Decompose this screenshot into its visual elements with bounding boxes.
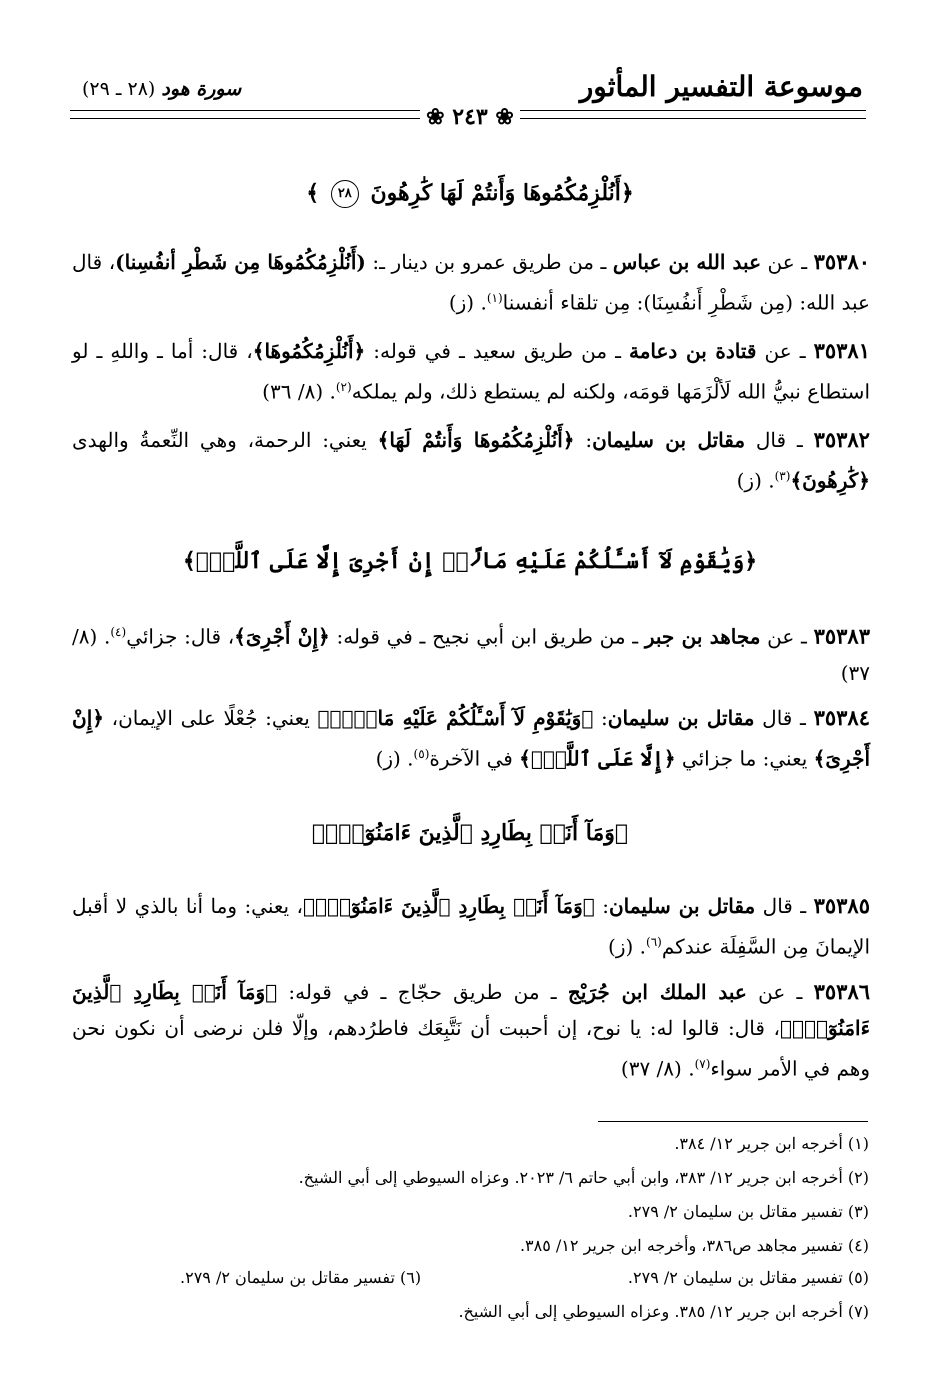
ayah-number-marker: ٢٨ [331,180,359,208]
verse-heading: ﴿وَمَآ أَنَا۠ بِطَارِدِ ٱلَّذِينَ ءَامَنُوٓاْۚ﴾ [311,820,629,846]
narrator-name: مقاتل بن سليمان [607,706,755,730]
footnote-ref: (٤) [110,625,127,639]
quran-quote: ﴿وَيَٰقَوْمِ لَآ أَسْـَٔلُكُمْ عَلَيْهِ مَالًاۖ﴾ [317,706,594,730]
footnote-separator [598,1121,868,1122]
footnote-ref: (٧) [694,1057,711,1071]
footnote-ref: (٢) [335,380,352,394]
verse-heading: ﴿أَنُلْزِمُكُمُوهَا وَأَنتُمْ لَهَا كَٰرِهُونَ ٢٨ ﴾ [306,180,634,206]
narration-entry: ٣٥٣٨٦ ـ عن عبد الملك ابن جُرَيْج ـ من طريق حجّاج ـ في قوله: ﴿وَمَآ أَنَا۠ بِطَارِدِ ٱلَّذِينَ ءَامَنُوٓاْۚ﴾، قال: قالوا له: يا نوح، إن أحببت أن نَتَّبِعَك فاطرُدهم، وإلّا فلن نرضى أن نكون نحن وهم في الأمر سواء$^{(٧)}$. (٨/ ٣٧) [72,979,871,1081]
narrator-name: مقاتل بن سليمان [608,894,756,918]
footnote: (٥) تفسير مقاتل بن سليمان ٢/ ٢٧٩. [627,1268,869,1287]
narrator-name: مجاهد بن جبر [644,624,761,649]
quran-quote: ﴿كَٰرِهُونَ﴾ [790,468,870,493]
footnote-ref: (٥) [413,747,430,761]
footnote-ref: (١) [486,291,503,305]
entry-number: ٣٥٣٨٣ [813,623,870,649]
narration-entry: ٣٥٣٨٢ ـ قال مقاتل بن سليمان: ﴿أَنُلْزِمُكُمُوهَا وَأَنتُمْ لَهَا﴾ يعني: الرحمة، وهي النِّعمةُ والهدى ﴿كَٰرِهُونَ﴾$^{(٣)}$. (ز) [72,427,870,493]
footnote: (٣) تفسير مقاتل بن سليمان ٢/ ٢٧٩. [627,1202,869,1221]
narration-entry: ٣٥٣٨٣ ـ عن مجاهد بن جبر ـ من طريق ابن أبي نجيح ـ في قوله: ﴿إِنْ أَجْرِىَ﴾، قال: جزائي$^{(٤)}$. (٨/ ٣٧) [72,623,870,685]
quran-quote: ﴿إِلَّا عَلَى ٱللَّهِۚ﴾ [519,746,676,771]
quran-quote: ﴿إِنْ أَجْرِىَ﴾ [234,624,330,649]
quran-quote: ﴿وَمَآ أَنَا۠ بِطَارِدِ ٱلَّذِينَ ءَامَنُوٓاْۚ﴾ [72,980,870,1040]
quran-quote: ﴿أَنُلْزِمُكُمُوهَا﴾ [252,339,366,363]
entry-number: ٣٥٣٨٤ [813,705,870,730]
entry-number: ٣٥٣٨٦ [813,979,871,1004]
quran-quote: (أَنُلْزِمُكُمُوهَا مِن شَطْرِ أنفُسِنا) [115,250,366,274]
narrator-name: قتادة بن دعامة [628,339,757,363]
narrator-name: عبد الملك ابن جُرَيْج [567,980,747,1004]
entry-number: ٣٥٣٨٥ [813,893,870,918]
verse-range: (٢٨ ـ ٢٩) [82,78,156,100]
narrator-name: عبد الله بن عباس [612,250,762,274]
running-head-sura [82,78,241,100]
narration-entry: ٣٥٣٨٥ ـ قال مقاتل بن سليمان: ﴿وَمَآ أَنَا۠ بِطَارِدِ ٱلَّذِينَ ءَامَنُوٓاْۚ﴾، يعني: وما أنا بالذي لا أقبل الإيمانَ مِن السَّفِلَة عندكم$^{(٦)}$. (ز) [72,893,870,959]
narration-entry: ٣٥٣٨٤ ـ قال مقاتل بن سليمان: ﴿وَيَٰقَوْمِ لَآ أَسْـَٔلُكُمْ عَلَيْهِ مَالًاۖ﴾ يعني: جُعْلًا على الإيمان، ﴿إِنْ أَجْرِىَ﴾ يعني: ما جزائي ﴿إِلَّا عَلَى ٱللَّهِۚ﴾ في الآخرة$^{(٥)}$. (ز) [72,705,870,771]
footnote: (٦) تفسير مقاتل بن سليمان ٢/ ٢٧٩. [180,1268,422,1287]
verse-heading: ﴿وَيَٰقَوْمِ لَآ أَسْـَٔلُكُمْ عَلَيْهِ مَالًاۖ إِنْ أَجْرِىَ إِلَّا عَلَى ٱللَّهِۚ﴾ [182,548,758,574]
quran-quote: (مِن شَطْرِ أَنفُسِنَا) [643,290,794,315]
page-number: ❀ ٢٤٣ ❀ [420,104,520,130]
entry-number: ٣٥٣٨٠ [813,249,871,274]
footnote-ref: (٣) [774,469,791,483]
footnote: (٢) أخرجه ابن جرير ١٢/ ٣٨٣، وابن أبي حاتم ٦/ ٢٠٢٣. وعزاه السيوطي إلى أبي الشيخ. [298,1168,869,1187]
page-ornament-left: ❀ [426,104,445,130]
narration-entry: ٣٥٣٨١ ـ عن قتادة بن دعامة ـ من طريق سعيد ـ في قوله: ﴿أَنُلْزِمُكُمُوهَا﴾، قال: أما ـ واللهِ ـ لو استطاع نبيُّ الله لَألْزَمَها قومَه، ولكنه لم يستطع ذلك، ولم يملكه$^{(٢)}$. (٨/ ٣٦) [72,338,870,404]
sura-name: سورة هود [161,78,242,100]
page-ornament-right: ❀ [495,104,514,130]
footnote-ref: (٦) [646,935,662,949]
narration-entry: ٣٥٣٨٠ ـ عن عبد الله بن عباس ـ من طريق عمرو بن دينار ـ: (أَنُلْزِمُكُمُوهَا مِن شَطْرِ أنفُسِنا)، قال عبد الله: (مِن شَطْرِ أَنفُسِنَا): مِن تلقاء أنفسنا$^{(١)}$. (ز) [72,249,871,315]
quran-quote: ﴿وَمَآ أَنَا۠ بِطَارِدِ ٱلَّذِينَ ءَامَنُوٓاْۚ﴾ [302,894,595,918]
book-title: موسوعة التفسير المأثور [579,70,863,103]
entry-number: ٣٥٣٨١ [813,338,870,363]
quran-quote: ﴿أَنُلْزِمُكُمُوهَا وَأَنتُمْ لَهَا﴾ [377,428,575,452]
entry-number: ٣٥٣٨٢ [813,427,870,452]
narrator-name: مقاتل بن سليمان [592,428,746,452]
footnote: (٧) أخرجه ابن جرير ١٢/ ٣٨٥. وعزاه السيوطي إلى أبي الشيخ. [458,1302,869,1321]
footnote: (١) أخرجه ابن جرير ١٢/ ٣٨٤. [674,1134,869,1153]
footnote: (٤) تفسير مجاهد ص٣٨٦، وأخرجه ابن جرير ١٢/ ٣٨٥. [519,1236,869,1255]
quran-quote: ﴿إِنْ أَجْرِىَ﴾ [72,706,870,771]
